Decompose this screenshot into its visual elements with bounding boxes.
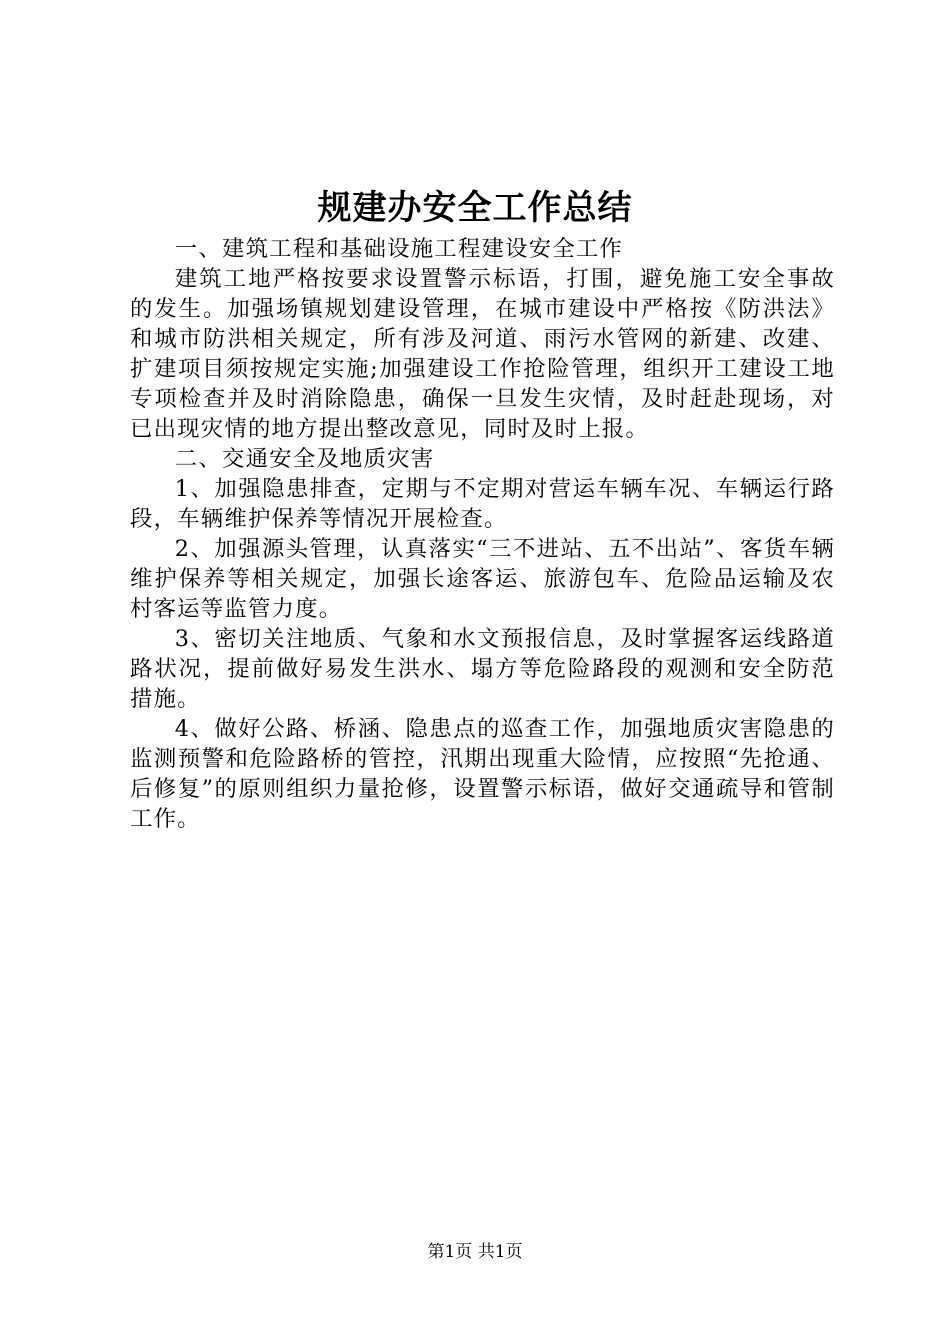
document-title: 规建办安全工作总结 (317, 188, 633, 228)
paragraph-item-4: 4、做好公路、桥涵、隐患点的巡查工作，加强地质灾害隐患的监测预警和危险路桥的管控，汛期出现重大险情，应按照“先抢通、后修复”的原则组织力量抢修，设置警示标语，做好交通疏导和管制工作。 (130, 716, 835, 832)
paragraph-construction-safety: 建筑工地严格按要求设置警示标语，打围，避免施工安全事故的发生。加强场镇规划建设管理，在城市建设中严格按《防洪法》和城市防洪相关规定，所有涉及河道、雨污水管网的新建、改建、扩建项目须按规定实施;加强建设工作抢险管理，组织开工建设工地专项检查并及时消除隐患，确保一旦发生灾情，及时赶赴现场，对已出现灾情的地方提出整改意见，同时及时上报。 (130, 266, 835, 442)
page-footer: 第1页 共1页 (427, 1242, 523, 1262)
document-body (130, 234, 835, 834)
paragraph-item-2: 2、加强源头管理，认真落实“三不进站、五不出站”、客货车辆维护保养等相关规定，加强长途客运、旅游包车、危险品运输及农村客运等监管力度。 (130, 536, 835, 622)
section-heading-construction: 一、建筑工程和基础设施工程建设安全工作 (174, 236, 624, 262)
paragraph-item-3: 3、密切关注地质、气象和水文预报信息，及时掌握客运线路道路状况，提前做好易发生洪水、塌方等危险路段的观测和安全防范措施。 (130, 626, 835, 712)
section-heading-traffic: 二、交通安全及地质灾害 (174, 446, 435, 472)
paragraph-item-1: 1、加强隐患排查，定期与不定期对营运车辆车况、车辆运行路段，车辆维护保养等情况开展检查。 (130, 476, 835, 532)
